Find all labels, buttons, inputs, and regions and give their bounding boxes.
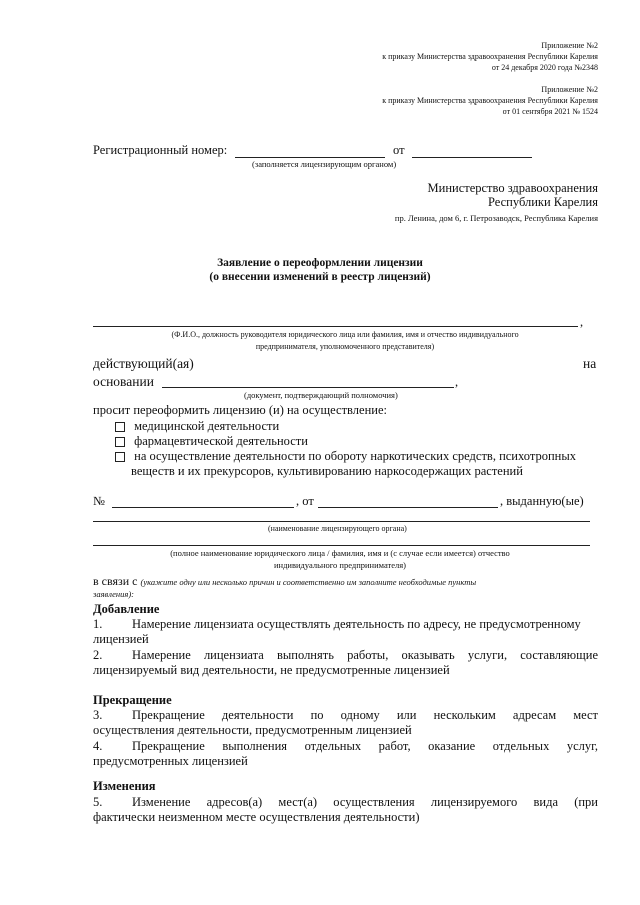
entity-note-line2: индивидуального предпринимателя): [274, 560, 406, 570]
item-4-text-cont: предусмотренных лицензией: [93, 754, 248, 768]
applicant-note: [90, 329, 600, 353]
item-3-text: Прекращение деятельности по одному или нескольким адресам мест: [132, 708, 598, 722]
appendix-title: Приложение №2: [541, 85, 598, 94]
recipient-line2: Республики Карелия: [487, 195, 598, 209]
entity-note-line1: (полное наименование юридического лица / фамилия, имя и (с случае если имеется) отчество: [170, 548, 510, 558]
item-4-text: Прекращение выполнения отдельных работ, оказание отдельных услуг,: [132, 739, 598, 753]
appendix-header-2: [382, 84, 598, 117]
recipient-block: [428, 181, 598, 209]
document-title: [0, 256, 640, 284]
appendix-date: от 24 декабря 2020 года №2348: [491, 63, 598, 72]
basis-document-field[interactable]: [162, 387, 454, 388]
registration-date-field[interactable]: [412, 157, 532, 158]
item-2-number: 2.: [93, 648, 103, 662]
registration-label: Регистрационный номер:: [93, 143, 228, 157]
registration-number-field[interactable]: [235, 157, 385, 158]
item-1-number: 1.: [93, 617, 103, 631]
reasons-instruction-cont: заявления):: [93, 589, 134, 599]
item-5-text-cont: фактически неизменном месте осуществления деятельности): [93, 810, 420, 824]
registration-note: (заполняется лицензирующим органом): [252, 159, 397, 169]
recipient-line1: Министерство здравоохранения: [427, 181, 598, 195]
option-label: фармацевтической деятельности: [134, 434, 308, 448]
applicant-note-line1: (Ф.И.О., должность руководителя юридического лица или фамилия, имя и отчество индивидуального: [171, 330, 519, 339]
basis-label: основании: [93, 374, 154, 389]
option-narcotics[interactable]: [115, 449, 576, 464]
license-issued-label: , выданную(ые): [500, 494, 584, 508]
reasons-line1: [93, 574, 476, 589]
item-5-number: 5.: [93, 795, 103, 809]
item-2-text: Намерение лицензиата выполнять работы, оказывать услуги, составляющие: [132, 648, 598, 662]
reasons-instruction: (укажите одну или несколько причин и соответственно им заполните необходимые пункты: [140, 577, 477, 587]
license-number-label: №: [93, 494, 105, 508]
reasons-lead: в связи с: [93, 574, 138, 588]
applicant-name-field[interactable]: [93, 326, 578, 327]
applicant-comma: ,: [580, 315, 584, 329]
item-2-text-cont: лицензируемый вид деятельности, не предусмотренные лицензией: [93, 663, 450, 677]
item-4-number: 4.: [93, 739, 103, 753]
license-date-field[interactable]: [318, 507, 498, 508]
appendix-title: Приложение №2: [541, 41, 598, 50]
option-label: медицинской деятельности: [134, 419, 280, 433]
section-heading-termination: Прекращение: [93, 693, 172, 707]
applicant-note-line2: предпринимателя, уполномоченного представителя): [255, 342, 435, 351]
license-number-field[interactable]: [112, 507, 294, 508]
entity-name-field[interactable]: [93, 545, 590, 546]
appendix-order: к приказу Министерства здравоохранения Республики Карелия: [382, 52, 598, 61]
entity-note: [90, 547, 590, 571]
appendix-date: от 01 сентября 2021 № 1524: [502, 107, 598, 116]
option-pharmaceutical[interactable]: [115, 434, 308, 449]
on-label: на: [583, 356, 597, 371]
item-1-text: Намерение лицензиата осуществлять деятельность по адресу, не предусмотренному: [132, 617, 581, 631]
checkbox[interactable]: [115, 422, 125, 432]
title-line1: Заявление о переоформлении лицензии: [217, 257, 423, 269]
item-3-text-cont: осуществления деятельности, предусмотренным лицензией: [93, 723, 412, 737]
item-1-text-cont: лицензией: [93, 632, 149, 646]
checkbox[interactable]: [115, 452, 125, 462]
option-narcotics-continued: веществ и их прекурсоров, культивированию наркосодержащих растений: [131, 464, 523, 478]
licensing-authority-field[interactable]: [93, 521, 590, 522]
request-text: просит переоформить лицензию (и) на осуществление:: [93, 403, 387, 417]
item-3-number: 3.: [93, 708, 103, 722]
appendix-order: к приказу Министерства здравоохранения Республики Карелия: [382, 96, 598, 105]
section-heading-changes: Изменения: [93, 779, 156, 793]
checkbox[interactable]: [115, 437, 125, 447]
acting-label: действующий(ая): [93, 356, 194, 371]
recipient-address: пр. Ленина, дом 6, г. Петрозаводск, Республика Карелия: [394, 213, 598, 223]
basis-note: (документ, подтверждающий полномочия): [244, 390, 398, 400]
authority-note: (наименование лицензирующего органа): [268, 524, 407, 533]
appendix-header-1: [382, 40, 598, 73]
basis-comma: ,: [455, 375, 459, 389]
registration-from-label: от: [393, 143, 405, 157]
option-medical[interactable]: [115, 419, 279, 434]
license-from-label: , от: [296, 494, 314, 508]
section-heading-addition: Добавление: [93, 602, 160, 616]
option-label: на осуществление деятельности по обороту наркотических средств, психотропных: [134, 449, 576, 463]
item-5-text: Изменение адресов(а) мест(а) осуществления лицензируемого вида (при: [132, 795, 598, 809]
title-line2: (о внесении изменений в реестр лицензий): [209, 271, 431, 283]
